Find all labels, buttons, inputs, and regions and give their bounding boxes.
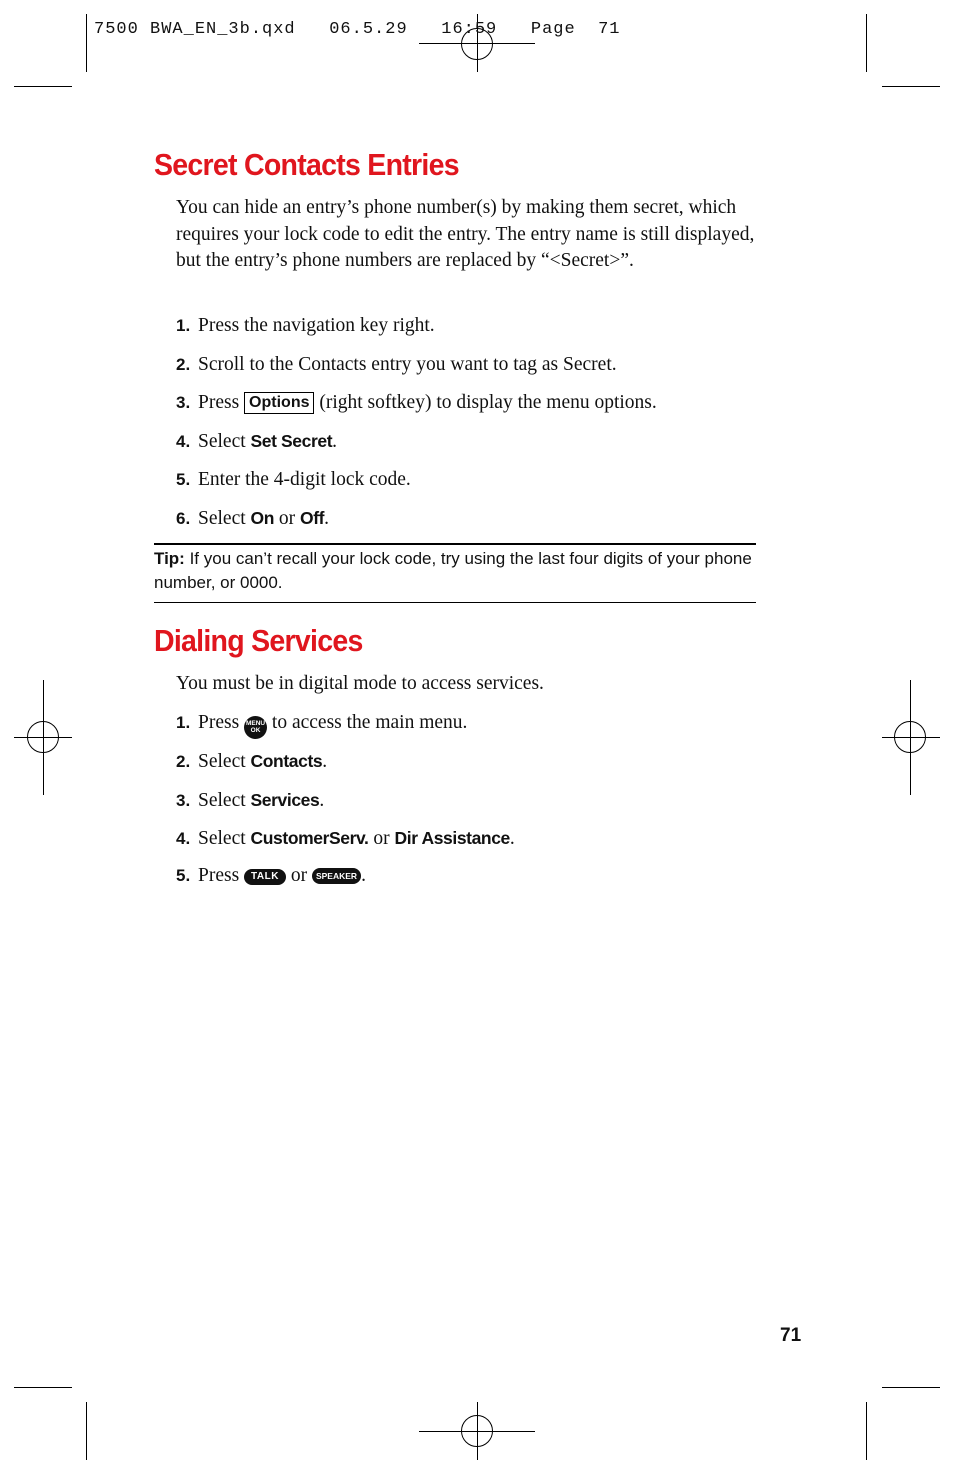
section-intro: You must be in digital mode to access services.: [176, 673, 544, 694]
speaker-key-icon: SPEAKER: [312, 868, 361, 884]
step-item: [176, 505, 329, 532]
step-item: [176, 428, 337, 455]
menu-ok-key-icon: MENU OK: [244, 716, 267, 739]
registration-circle: [894, 721, 926, 753]
step-number: 4.: [176, 432, 191, 451]
step-number: 2.: [176, 355, 191, 374]
menu-keyword: Off: [300, 508, 325, 528]
step-number: 3.: [176, 393, 191, 412]
step-item: [176, 825, 515, 852]
step-number: 4.: [176, 829, 191, 848]
step-item: [176, 390, 657, 416]
section-title-dialing-services: Dialing Services: [154, 623, 363, 658]
tip-label: Tip:: [154, 549, 185, 568]
registration-circle: [27, 721, 59, 753]
menu-keyword: Dir Assistance: [394, 828, 510, 848]
registration-circle: [461, 1415, 493, 1447]
step-text: .: [332, 431, 338, 452]
crop-mark: [86, 1402, 87, 1460]
step-text: Press: [198, 392, 245, 413]
crop-mark: [866, 1402, 867, 1460]
crop-mark: [14, 1387, 72, 1388]
step-item: [176, 863, 366, 889]
step-number: 5.: [176, 470, 191, 489]
step-number: 6.: [176, 509, 191, 528]
step-text: Select: [198, 431, 251, 452]
file-slug: 7500 BWA_EN_3b.qxd 06.5.29 16:59 Page 71: [94, 20, 621, 39]
step-text: Press: [198, 865, 245, 886]
step-text: Select: [198, 751, 251, 772]
step-text: .: [322, 751, 328, 772]
step-text: or: [285, 865, 312, 886]
page-number: 71: [780, 1325, 802, 1346]
step-text: or: [274, 508, 301, 529]
tip-text: If you can’t recall your lock code, try using the last four digits of your phone number, or 0000.: [154, 549, 752, 592]
step-text: to access the main menu.: [267, 712, 468, 733]
tip-top-rule: [154, 543, 756, 545]
step-text: Select: [198, 790, 251, 811]
step-item: [176, 710, 467, 739]
step-item: [176, 748, 327, 775]
tip-box: [154, 547, 756, 595]
step-text: .: [361, 865, 366, 886]
step-number: 2.: [176, 752, 191, 771]
step-text: Press: [198, 712, 245, 733]
crop-mark: [86, 14, 87, 72]
step-text: .: [319, 790, 325, 811]
step-text: Select: [198, 828, 251, 849]
menu-keyword: Set Secret: [250, 431, 333, 451]
talk-key-icon: TALK: [244, 869, 286, 885]
step-text: Scroll to the Contacts entry you want to tag as Secret.: [198, 354, 617, 375]
step-number: 5.: [176, 866, 191, 885]
menu-keyword: CustomerServ.: [250, 828, 369, 848]
step-number: 3.: [176, 791, 191, 810]
step-item: [176, 467, 411, 493]
menu-keyword: Contacts: [250, 751, 323, 771]
step-number: 1.: [176, 713, 191, 732]
step-text: (right softkey) to display the menu options.: [314, 392, 657, 413]
step-text: Select: [198, 508, 251, 529]
step-item: [176, 787, 324, 814]
step-item: [176, 352, 617, 378]
step-text: Enter the 4-digit lock code.: [198, 469, 411, 490]
step-text: .: [509, 828, 515, 849]
step-text: .: [324, 508, 329, 529]
step-text: or: [368, 828, 395, 849]
section-intro: You can hide an entry’s phone number(s) by making them secret, which requires your lock code to edit the entry. The entry name is still displayed, but the entry’s phone numbers are replaced by “<Secret>”.: [176, 197, 755, 271]
options-softkey-label: Options: [244, 392, 314, 414]
step-number: 1.: [176, 316, 191, 335]
step-text: Press the navigation key right.: [198, 315, 435, 336]
crop-mark: [882, 1387, 940, 1388]
crop-mark: [14, 86, 72, 87]
menu-keyword: Services: [250, 790, 320, 810]
step-item: [176, 313, 435, 339]
crop-mark: [882, 86, 940, 87]
menu-keyword: On: [250, 508, 275, 528]
crop-mark: [866, 14, 867, 72]
tip-bottom-rule: [154, 602, 756, 603]
section-title-secret-contacts: Secret Contacts Entries: [154, 147, 459, 182]
